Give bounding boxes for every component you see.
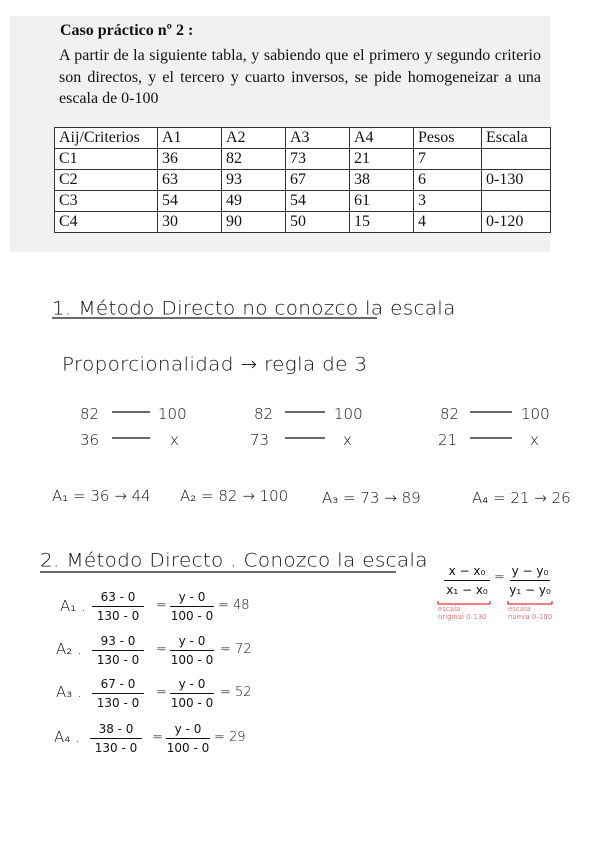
formula-note-left-line2: original 0-130 xyxy=(438,613,487,621)
table-cell: 54 xyxy=(158,191,222,212)
fraction-bar xyxy=(510,580,550,581)
rule1-top-left: 82 xyxy=(80,405,100,423)
table-cell: 21 xyxy=(350,149,414,170)
line-a3-den2: 100 - 0 xyxy=(170,696,214,710)
line-a2-label: A₂ . xyxy=(56,640,82,658)
formula-equals: = xyxy=(494,570,505,585)
line-a4-fraction1 xyxy=(90,722,142,755)
line-a2-fraction2 xyxy=(170,634,214,667)
fraction-bar xyxy=(170,693,214,694)
table-cell: 61 xyxy=(350,191,414,212)
table-header-cell: A4 xyxy=(350,128,414,149)
line-a2-fraction1 xyxy=(92,634,144,667)
table-cell: 93 xyxy=(222,170,286,191)
table-cell: 0-120 xyxy=(482,212,551,233)
rule2-top-right: 100 xyxy=(334,405,363,423)
table-cell: 36 xyxy=(158,149,222,170)
table-header-cell: A2 xyxy=(222,128,286,149)
line-a2-result: = 72 xyxy=(220,642,252,657)
rule3-bottom-left: 21 xyxy=(438,431,458,449)
case-title: Caso práctico nº 2 : xyxy=(60,22,194,39)
table-header-cell: A1 xyxy=(158,128,222,149)
line-a3-num2: y - 0 xyxy=(178,677,206,691)
formula-left-den: x₁ − x₀ xyxy=(446,583,488,597)
table-cell: 30 xyxy=(158,212,222,233)
formula-note-left xyxy=(438,605,487,621)
fraction-bar xyxy=(170,650,214,651)
section1-subheading: Proporcionalidad → regla de 3 xyxy=(62,352,368,376)
bracket-left xyxy=(438,601,490,604)
result-a4: A₄ = 21 → 26 xyxy=(472,489,571,507)
table-cell: 73 xyxy=(286,149,350,170)
line-a4-label: A₄ . xyxy=(54,728,80,746)
line-a3-equals: = xyxy=(156,685,167,700)
line-a1-result: = 48 xyxy=(218,598,250,613)
formula-note-right-line2: nueva 0-100 xyxy=(508,613,553,621)
line-a4-fraction2 xyxy=(166,722,210,755)
rule3-bottom-right: x xyxy=(530,431,539,449)
table-cell: 67 xyxy=(286,170,350,191)
line-a3-num1: 67 - 0 xyxy=(100,677,136,691)
table-cell: C2 xyxy=(55,170,158,191)
line-a1-num2: y - 0 xyxy=(178,590,206,604)
formula-note-left-line1: escala xyxy=(438,605,461,613)
result-a2: A₂ = 82 → 100 xyxy=(180,487,289,505)
line-a4-result: = 29 xyxy=(214,730,246,745)
table-cell: 54 xyxy=(286,191,350,212)
table-cell: 15 xyxy=(350,212,414,233)
rule1-bottom-left: 36 xyxy=(80,431,100,449)
section2-heading: 2. Método Directo . Conozco la escala xyxy=(40,548,428,572)
section1-heading: 1. Método Directo no conozco la escala xyxy=(52,296,456,320)
line-a2-equals: = xyxy=(156,642,167,657)
formula-right-fraction xyxy=(510,564,550,597)
line-a4-equals: = xyxy=(152,730,163,745)
result-a3: A₃ = 73 → 89 xyxy=(322,489,421,507)
table-header-cell: Pesos xyxy=(414,128,482,149)
line-a1-den1: 130 - 0 xyxy=(96,609,140,623)
fraction-bar xyxy=(92,606,144,607)
formula-left-fraction xyxy=(444,564,490,597)
formula-note-right-line1: escala xyxy=(508,605,531,613)
rule2-top-left: 82 xyxy=(254,405,274,423)
rule2-bottom-left: 73 xyxy=(250,431,270,449)
line-a3-fraction1 xyxy=(92,677,144,710)
rule2-bottom-right: x xyxy=(343,431,352,449)
table-cell: 6 xyxy=(414,170,482,191)
rule1-top-right: 100 xyxy=(158,405,187,423)
table-cell: 63 xyxy=(158,170,222,191)
table-cell: 50 xyxy=(286,212,350,233)
formula-right-num: y − y₀ xyxy=(511,564,549,578)
rule3-top-right: 100 xyxy=(521,405,550,423)
line-a2-num1: 93 - 0 xyxy=(100,634,136,648)
fraction-bar xyxy=(444,580,490,581)
line-a1-num1: 63 - 0 xyxy=(100,590,136,604)
rule3-top-left: 82 xyxy=(440,405,460,423)
line-a2-num2: y - 0 xyxy=(178,634,206,648)
line-a1-label: A₁ . xyxy=(60,597,86,615)
fraction-bar xyxy=(170,606,214,607)
table-cell: 49 xyxy=(222,191,286,212)
table-cell: 7 xyxy=(414,149,482,170)
line-a1-fraction1 xyxy=(92,590,144,623)
fraction-bar xyxy=(92,650,144,651)
line-a3-result: = 52 xyxy=(220,685,252,700)
line-a4-num2: y - 0 xyxy=(174,722,202,736)
line-a4-den1: 130 - 0 xyxy=(94,741,138,755)
table-cell: 82 xyxy=(222,149,286,170)
line-a4-num1: 38 - 0 xyxy=(98,722,134,736)
table-cell: C4 xyxy=(55,212,158,233)
fraction-bar xyxy=(166,738,210,739)
line-a3-label: A₃ . xyxy=(56,683,82,701)
line-a2-den2: 100 - 0 xyxy=(170,653,214,667)
table-cell: 90 xyxy=(222,212,286,233)
formula-note-right xyxy=(508,605,552,621)
case-statement: A partir de la siguiente tabla, y sabiendo que el primero y segundo criterio son directos, y el tercero y cuarto inversos, se pide homogeneizar a una escala de 0-100 xyxy=(59,47,541,107)
table-cell: C3 xyxy=(55,191,158,212)
result-a1: A₁ = 36 → 44 xyxy=(52,487,151,505)
line-a2-den1: 130 - 0 xyxy=(96,653,140,667)
bracket-right xyxy=(508,601,552,604)
table-cell: C1 xyxy=(55,149,158,170)
formula-right-den: y₁ − y₀ xyxy=(509,583,551,597)
table-header-cell: Aij/Criterios xyxy=(55,128,158,149)
table-header-cell: A3 xyxy=(286,128,350,149)
line-a1-fraction2 xyxy=(170,590,214,623)
formula-left-num: x − x₀ xyxy=(448,564,486,578)
line-a3-den1: 130 - 0 xyxy=(96,696,140,710)
fraction-bar xyxy=(92,693,144,694)
line-a1-equals: = xyxy=(156,598,167,613)
line-a3-fraction2 xyxy=(170,677,214,710)
table-header-cell: Escala xyxy=(482,128,551,149)
fraction-bar xyxy=(90,738,142,739)
rule1-bottom-right: x xyxy=(170,431,179,449)
table-cell: 3 xyxy=(414,191,482,212)
line-a1-den2: 100 - 0 xyxy=(170,609,214,623)
line-a4-den2: 100 - 0 xyxy=(166,741,210,755)
table-cell: 38 xyxy=(350,170,414,191)
table-cell: 4 xyxy=(414,212,482,233)
table-cell: 0-130 xyxy=(482,170,551,191)
